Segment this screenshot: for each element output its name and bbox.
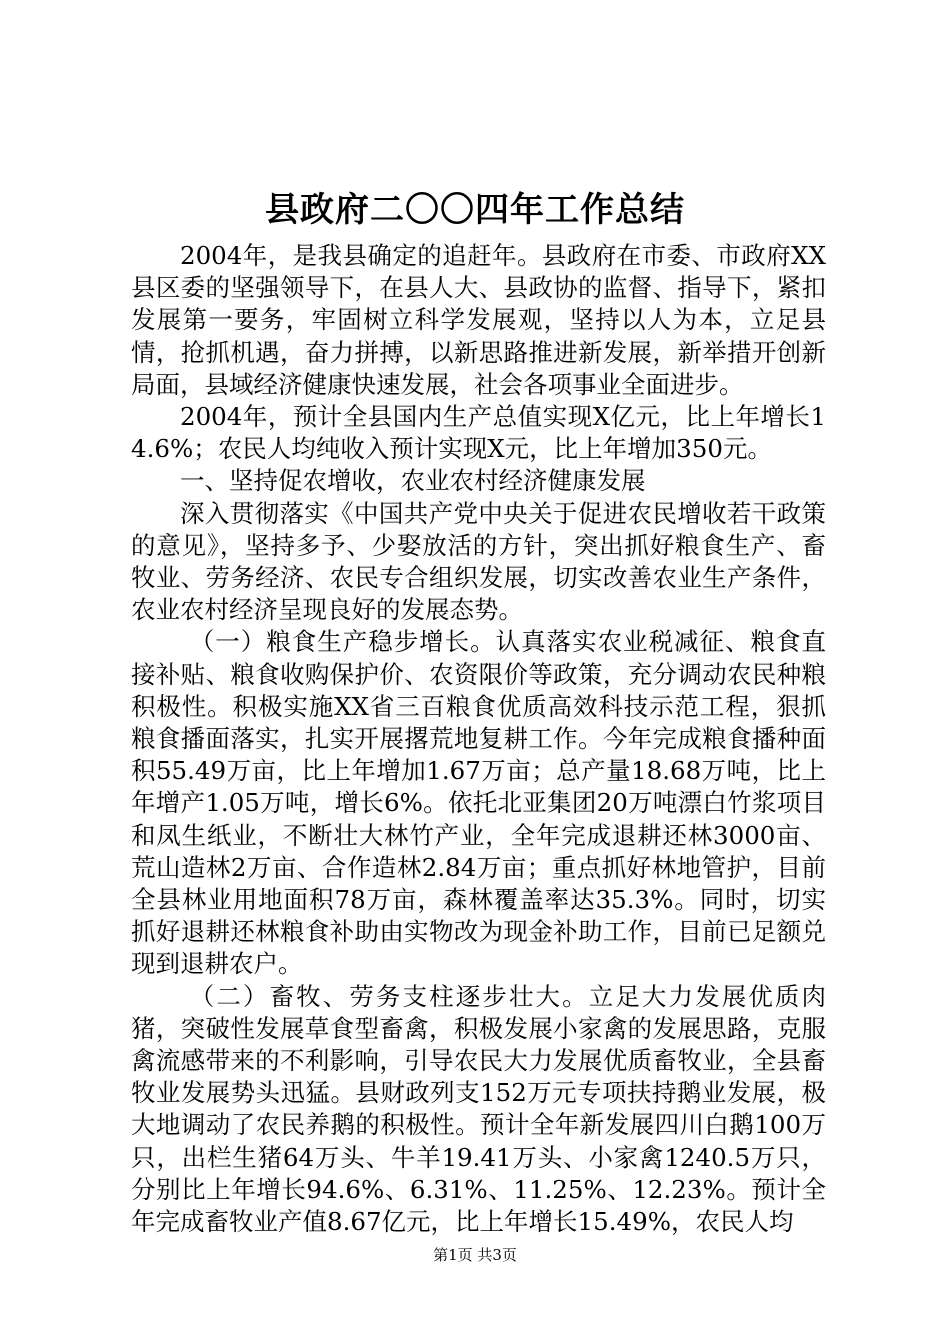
- paragraph-grain-production: （一）粮食生产稳步增长。认真落实农业税减征、粮食直接补贴、粮食收购保护价、农资限价等政策，充分调动农民种粮积极性。积极实施XX省三百粮食优质高效科技示范工程，狠抓粮食播面落实，扎实开展撂荒地复耕工作。今年完成粮食播种面积55.49万亩，比上年增加1.67万亩；总产量18.68万吨，比上年增产1.05万吨，增长6%。依托北亚集团20万吨漂白竹浆项目和凤生纸业，不断壮大林竹产业，全年完成退耕还林3000亩、荒山造林2万亩、合作造林2.84万亩；重点抓好林地管护，目前全县林业用地面积78万亩，森林覆盖率达35.3%。同时，切实抓好退耕还林粮食补助由实物改为现金补助工作，目前已足额兑现到退耕农户。: [131, 627, 826, 979]
- page-number-footer: 第1页 共3页: [433, 1246, 517, 1264]
- paragraph-agriculture-policy: 深入贯彻落实《中国共产党中央关于促进农民增收若干政策的意见》，坚持多予、少娶放活的方针，突出抓好粮食生产、畜牧业、劳务经济、农民专合组织发展，切实改善农业生产条件，农业农村经济呈现良好的发展态势。: [131, 498, 826, 625]
- paragraph-intro: 2004年，是我县确定的追赶年。县政府在市委、市政府XX县区委的坚强领导下，在县人大、县政协的监督、指导下，紧扣发展第一要务，牢固树立科学发展观，坚持以人为本，立足县情，抢抓机遇，奋力拼搏，以新思路推进新发展，新举措开创新局面，县域经济健康快速发展，社会各项事业全面进步。: [131, 241, 826, 399]
- document-title: 县政府二〇〇四年工作总结: [265, 190, 685, 230]
- paragraph-livestock-labor: （二）畜牧、劳务支柱逐步壮大。立足大力发展优质肉猪，突破性发展草食型畜禽，积极发展小家禽的发展思路，克服禽流感带来的不利影响，引导农民大力发展优质畜牧业，全县畜牧业发展势头迅猛。县财政列支152万元专项扶持鹅业发展，极大地调动了农民养鹅的积极性。预计全年新发展四川白鹅100万只，出栏生猪64万头、牛羊19.41万头、小家禽1240.5万只，分别比上年增长94.6%、6.31%、11.25%、12.23%。预计全年完成畜牧业产值8.67亿元，比上年增长15.49%，农民人均: [131, 981, 826, 1237]
- document-body: [131, 240, 826, 1238]
- section-heading-agriculture: 一、坚持促农增收，农业农村经济健康发展: [180, 466, 646, 496]
- paragraph-gdp-summary: 2004年，预计全县国内生产总值实现X亿元，比上年增长14.6%；农民人均纯收入预计实现X元，比上年增加350元。: [131, 402, 826, 464]
